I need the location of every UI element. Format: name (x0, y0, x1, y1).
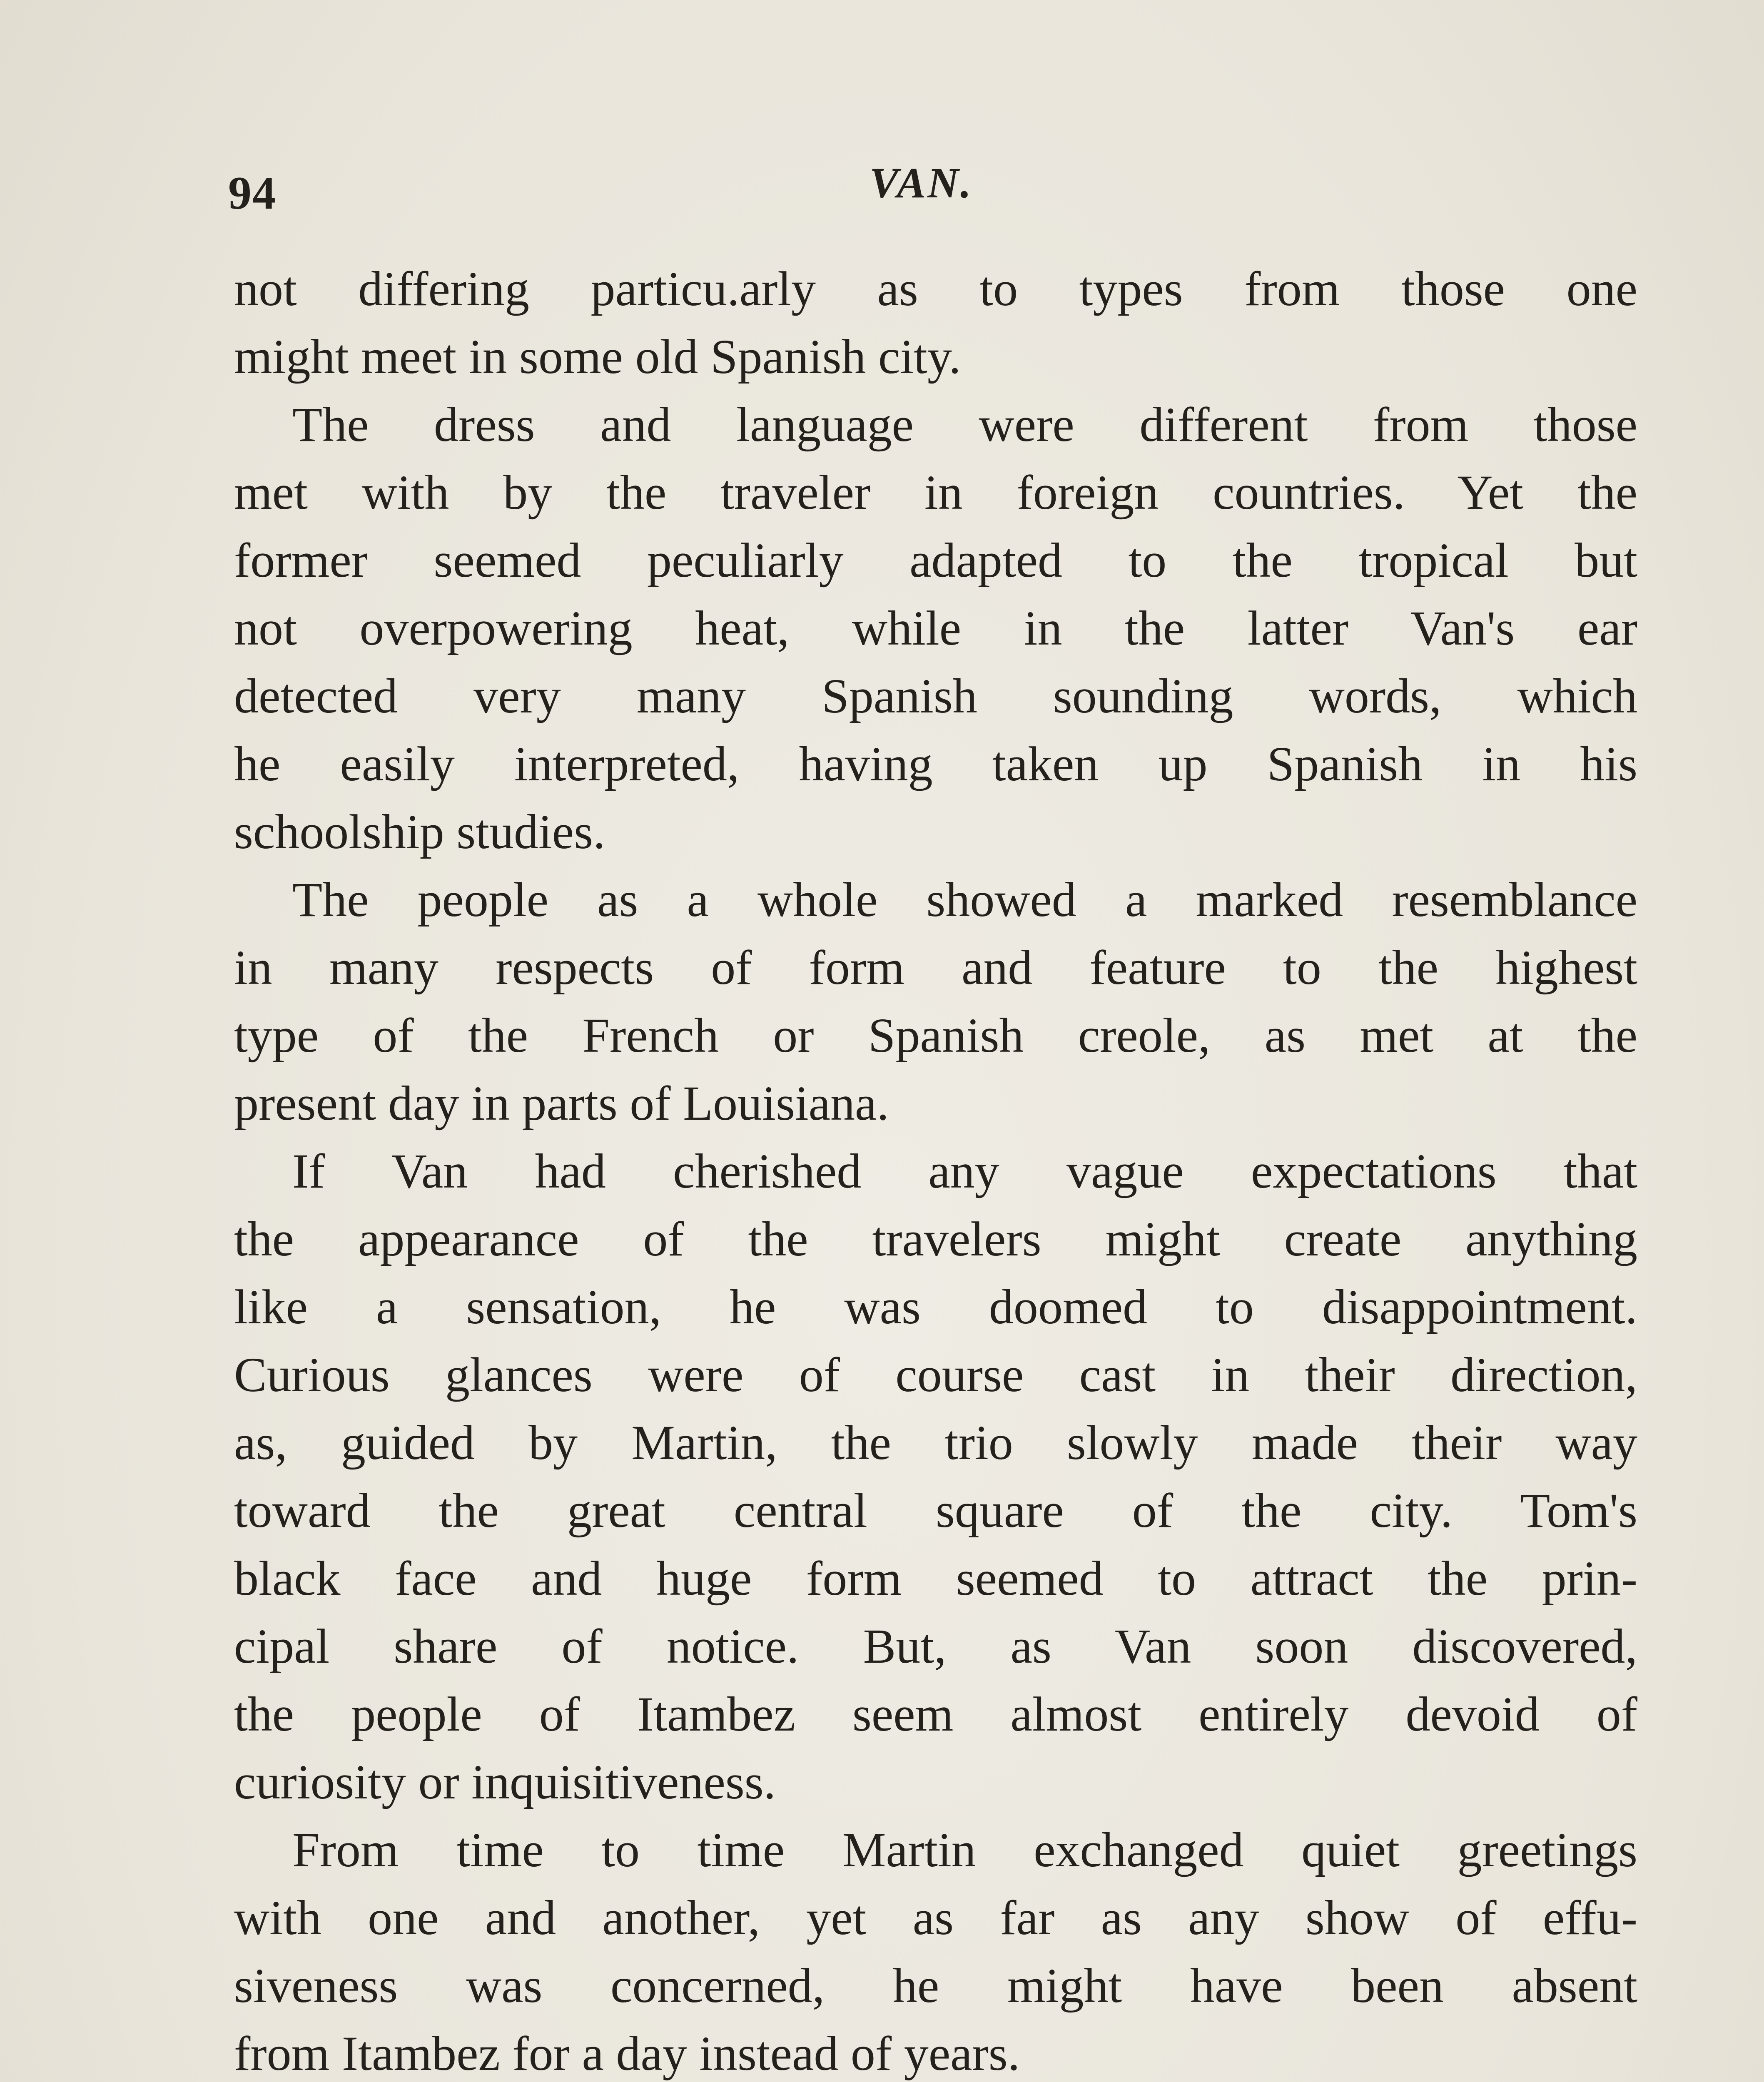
text-line: curiosity or inquisitiveness. (234, 1755, 776, 1809)
text-line: type of the French or Spanish creole, as met at the (234, 1008, 1637, 1063)
text-line: not overpowering heat, while in the latter Van's ear (234, 601, 1637, 655)
paragraph (234, 391, 1637, 866)
text-line: like a sensation, he was doomed to disappointment. (234, 1280, 1637, 1334)
text-line: in many respects of form and feature to the highest (234, 940, 1637, 995)
text-line: schoolship studies. (234, 804, 605, 859)
text-line: From time to time Martin exchanged quiet greetings (292, 1823, 1637, 1877)
text-line: he easily interpreted, having taken up Spanish in his (234, 737, 1637, 791)
paragraph (234, 866, 1637, 1137)
text-line: If Van had cherished any vague expectations that (292, 1144, 1637, 1198)
text-line: present day in parts of Louisiana. (234, 1076, 889, 1131)
text-line: black face and huge form seemed to attract the prin- (234, 1551, 1637, 1606)
text-line: with one and another, yet as far as any show of effu- (234, 1890, 1637, 1945)
text-line: cipal share of notice. But, as Van soon discovered, (234, 1619, 1637, 1674)
text-line: toward the great central square of the city. Tom's (234, 1483, 1637, 1538)
text-line: siveness was concerned, he might have been absent (234, 1958, 1637, 2013)
paragraph (234, 1137, 1637, 1816)
page-number: 94 (228, 167, 277, 219)
running-head (228, 158, 1644, 225)
paragraph (234, 255, 1637, 391)
body-text (234, 255, 1637, 2082)
text-line: as, guided by Martin, the trio slowly made their way (234, 1415, 1637, 1470)
text-line: former seemed peculiarly adapted to the tropical but (234, 533, 1637, 588)
text-line: met with by the traveler in foreign countries. Yet the (234, 465, 1637, 520)
text-line: The people as a whole showed a marked resemblance (292, 872, 1637, 927)
text-line: from Itambez for a day instead of years. (234, 2026, 1020, 2081)
paragraph (234, 1816, 1637, 2082)
text-line: detected very many Spanish sounding words, which (234, 669, 1637, 723)
text-line: The dress and language were different from those (292, 397, 1637, 452)
text-line: the people of Itambez seem almost entirely devoid of (234, 1687, 1637, 1741)
running-title: VAN. (870, 159, 973, 207)
text-line: Curious glances were of course cast in their direction, (234, 1347, 1637, 1402)
text-line: might meet in some old Spanish city. (234, 329, 961, 384)
text-line: the appearance of the travelers might create anything (234, 1212, 1637, 1266)
text-line: not differing particu.arly as to types from those one (234, 261, 1637, 316)
